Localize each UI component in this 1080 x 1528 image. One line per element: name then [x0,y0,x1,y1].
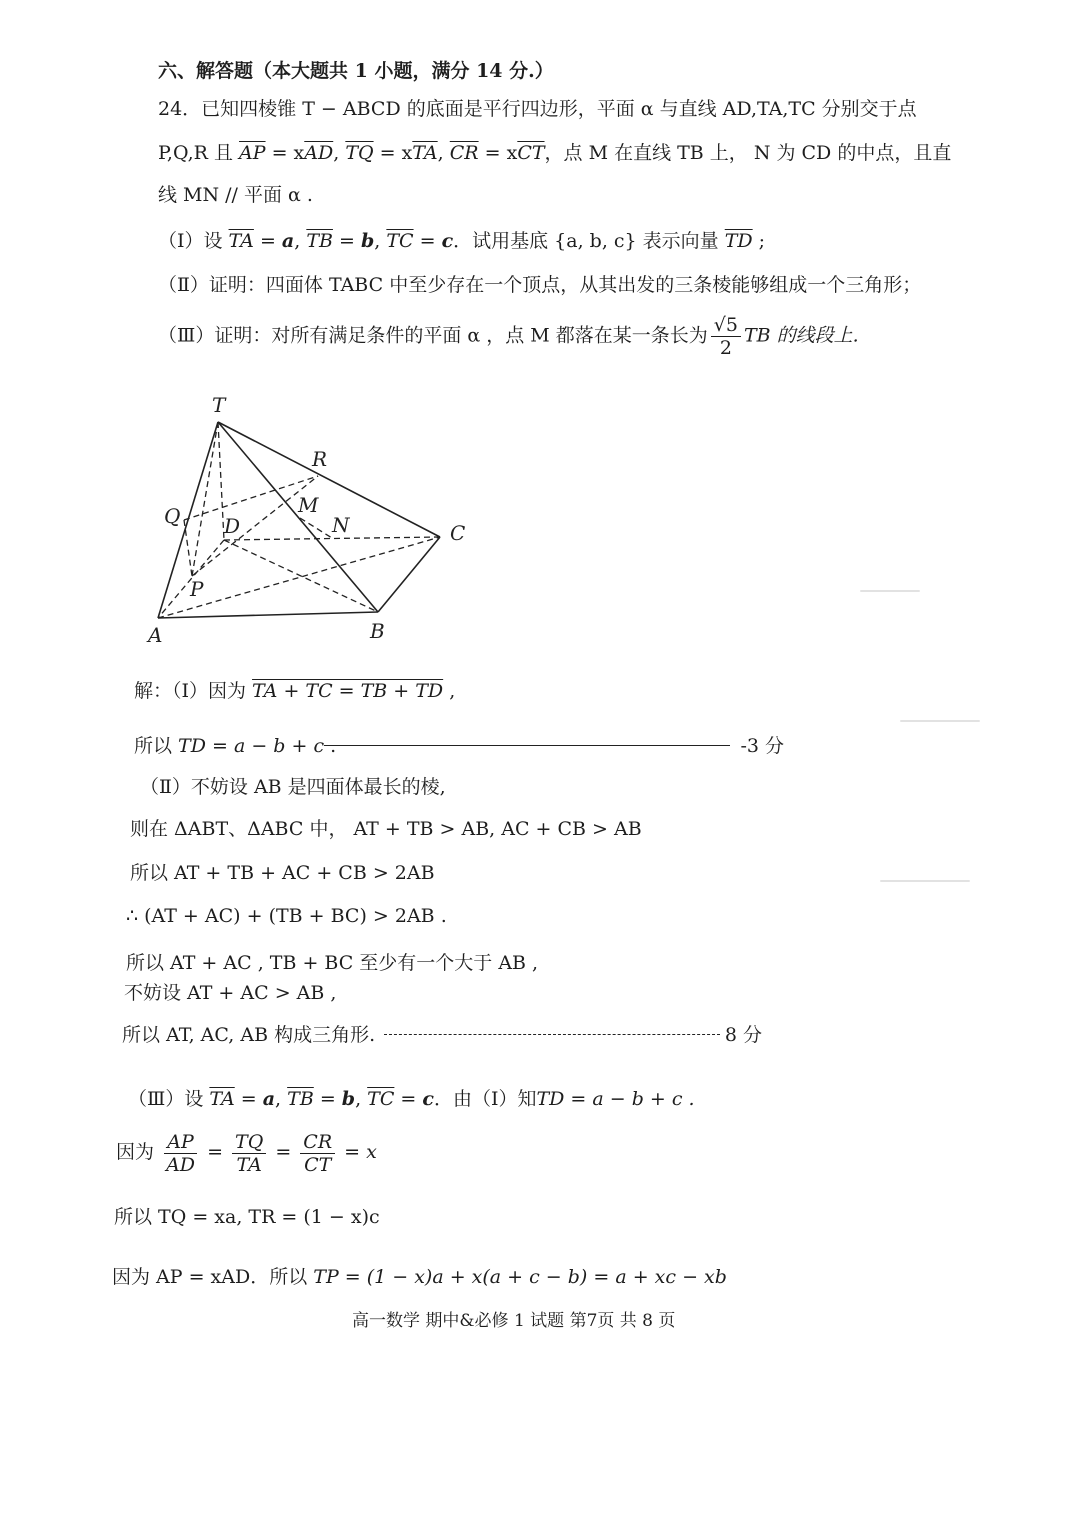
score-leader-line [384,1034,720,1035]
score-leader-line [324,745,730,746]
label-Q: Q [164,504,181,528]
solution-1: 解：（Ⅰ）因为 TA + TC = TB + TD , [134,680,456,702]
label-M: M [298,493,319,517]
problem-line-1: 24．已知四棱锥 T − ABCD 的底面是平行四边形，平面 α 与直线 AD,TA,TC 分别交于点 [158,98,917,120]
label-C: C [450,521,466,545]
seg-PR [192,476,318,576]
label-B: B [370,619,385,643]
question-2: （Ⅱ）证明：四面体 TABC 中至少存在一个顶点，从其出发的三条棱能够组成一个三角形； [158,274,922,296]
solution-10: （Ⅲ）设 $\overline{TA} = a$, $\overline{TB} = b$, $\overline{TC} = c$．由（Ⅰ）知TD = a − b + c . [128,1088,695,1110]
section-heading: 六、解答题（本大题共 1 小题，满分 14 分.） [158,60,554,82]
solution-9: 所以 AT, AC, AB 构成三角形. 8 分 [122,1024,762,1046]
solution-7: 所以 AT + AC , TB + BC 至少有一个大于 AB , [126,952,539,974]
question-3: （Ⅲ）证明：对所有满足条件的平面 α ，点 M 都落在某一条长为 $\frac{√5}{2}$ TB 的线段上. [158,314,859,359]
score-8: 8 分 [724,1024,762,1046]
fraction-sqrt5-over-2: $\frac{√5}{2}$ [711,314,741,359]
edge-TC [218,422,440,537]
solution-8: 不妨设 AT + AC > AB , [124,982,337,1004]
seg-MN [300,518,332,538]
edge-BC [378,537,440,612]
score-3: -3 分 [740,735,784,757]
diag-DB [224,540,378,612]
problem-line-2: P,Q,R 且 $\overline{AP} = x\overline{AD}$, $\overline{TQ} = x\overline{TA}$, $\overline{CR} = x\overline{CT}$，点 M 在直线 TB 上， N 为 CD 的中点，且直 [158,142,952,164]
question-1: （Ⅰ）设 $\overline{TA} = a$, $\overline{TB} = b$, $\overline{TC} = c$．试用基底 {a, b, c} 表示向量 $\overline{TD}$ ; [158,230,766,252]
solution-6: ∴ (AT + AC) + (TB + BC) > 2AB . [126,905,447,927]
scan-noise [900,720,980,722]
solution-13: 因为 AP = xAD．所以 TP = (1 − x)a + x(a + c − b) = a + xc − xb [112,1266,727,1288]
label-D: D [224,514,241,538]
label-N: N [332,513,350,537]
edge-TB [218,422,378,612]
seg-TP [192,422,218,576]
solution-3: （Ⅱ）不妨设 AB 是四面体最长的棱, [140,776,446,798]
label-P: P [190,577,204,601]
solution-11: 因为 $\frac{AP}{AD}$ = $\frac{TQ}{TA}$ = $\frac{CR}{CT}$ = x [116,1130,377,1176]
solution-12: 所以 TQ = xa, TR = (1 − x)c [114,1206,380,1228]
label-R: R [312,447,328,471]
edge-DC [224,537,440,540]
pyramid-figure [140,390,500,650]
problem-line-3: 线 MN // 平面 α . [158,184,313,206]
solution-2: 所以 TD = a − b + c . -3 分 [134,735,784,757]
page-footer: 高一数学 期中&必修 1 试题 第7页 共 8 页 [352,1311,676,1331]
scan-noise [880,880,970,882]
edge-AB [158,612,378,618]
scan-noise [860,590,920,592]
solution-4: 则在 ΔABT、ΔABC 中， AT + TB > AB, AC + CB > AB [130,818,642,840]
solution-5: 所以 AT + TB + AC + CB > 2AB [130,862,435,884]
label-T: T [212,393,226,417]
label-A: A [148,623,163,647]
